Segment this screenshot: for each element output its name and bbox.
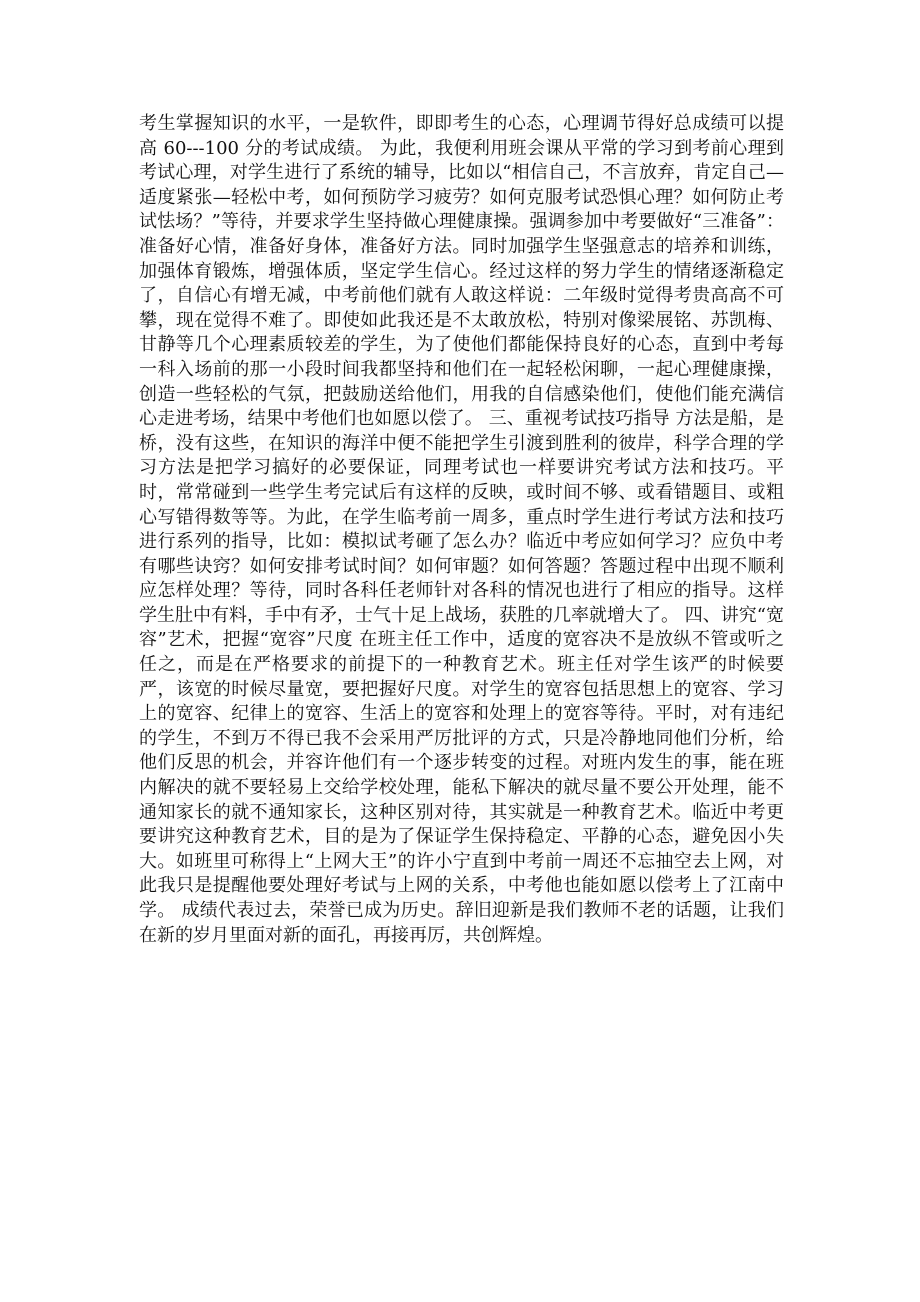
body-paragraph: 考生掌握知识的水平，一是软件，即即考生的心态，心理调节得好总成绩可以提高 60---100 分的考试成绩。 为此，我便利用班会课从平常的学习到考前心理到考试心理，对学生进行了系统的辅导，比如以“相信自己，不言放弃，肯定自己—适度紧张—轻松中考，如何预防学习疲劳？如何克服考试恐惧心理？如何防止考试怯场？”等待，并要求学生坚持做心理健康操。强调参加中考要做好“三准备”：准备好心情，准备好身体，准备好方法。同时加强学生坚强意志的培养和训练，加强体育锻炼，增强体质，坚定学生信心。经过这样的努力学生的情绪逐渐稳定了，自信心有增无减，中考前他们就有人敢这样说：二年级时觉得考贵高高不可攀，现在觉得不难了。即使如此我还是不太敢放松，特别对像梁展铭、苏凯梅、甘静等几个心理素质较差的学生，为了使他们都能保持良好的心态，直到中考每一科入场前的那一小段时间我都坚持和他们在一起轻松闲聊，一起心理健康操，创造一些轻松的气氛，把鼓励送给他们，用我的自信感染他们，使他们能充满信心走进考场，结果中考他们也如愿以偿了。 三、重视考试技巧指导 方法是船，是桥，没有这些，在知识的海洋中便不能把学生引渡到胜利的彼岸，科学合理的学习方法是把学习搞好的必要保证，同理考试也一样要讲究考试方法和技巧。平时，常常碰到一些学生考完试后有这样的反映，或时间不够、或看错题目、或粗心写错得数等等。为此，在学生临考前一周多，重点时学生进行考试方法和技巧进行系列的指导，比如：模拟试考砸了怎么办？临近中考应如何学习？应负中考有哪些诀窍？如何安排考试时间？如何审题？如何答题？答题过程中出现不顺利应怎样处理？等待，同时各科任老师针对各科的情况也进行了相应的指导。这样学生肚中有料，手中有矛，士气十足上战场，获胜的几率就增大了。 四、讲究“宽容”艺术，把握“宽容”尺度 在班主任工作中，适度的宽容决不是放纵不管或听之任之，而是在严格要求的前提下的一种教育艺术。班主任对学生该严的时候要严，该宽的时候尽量宽，要把握好尺度。对学生的宽容包括思想上的宽容、学习上的宽容、纪律上的宽容、生活上的宽容和处理上的宽容等待。平时，对有违纪的学生，不到万不得已我不会采用严厉批评的方式，只是冷静地同他们分析，给他们反思的机会，并容许他们有一个逐步转变的过程。对班内发生的事，能在班内解决的就不要轻易上交给学校处理，能私下解决的就尽量不要公开处理，能不通知家长的就不通知家长，这种区别对待，其实就是一种教育艺术。临近中考更要讲究这种教育艺术，目的是为了保证学生保持稳定、平静的心态，避免因小失大。如班里可称得上“上网大王”的许小宁直到中考前一周还不忘抽空去上网，对此我只是提醒他要处理好考试与上网的关系，中考他也能如愿以偿考上了江南中学。 成绩代表过去，荣誉已成为历史。辞旧迎新是我们教师不老的话题，让我们在新的岁月里面对新的面孔，再接再厉，共创辉煌。: [139, 113, 784, 946]
